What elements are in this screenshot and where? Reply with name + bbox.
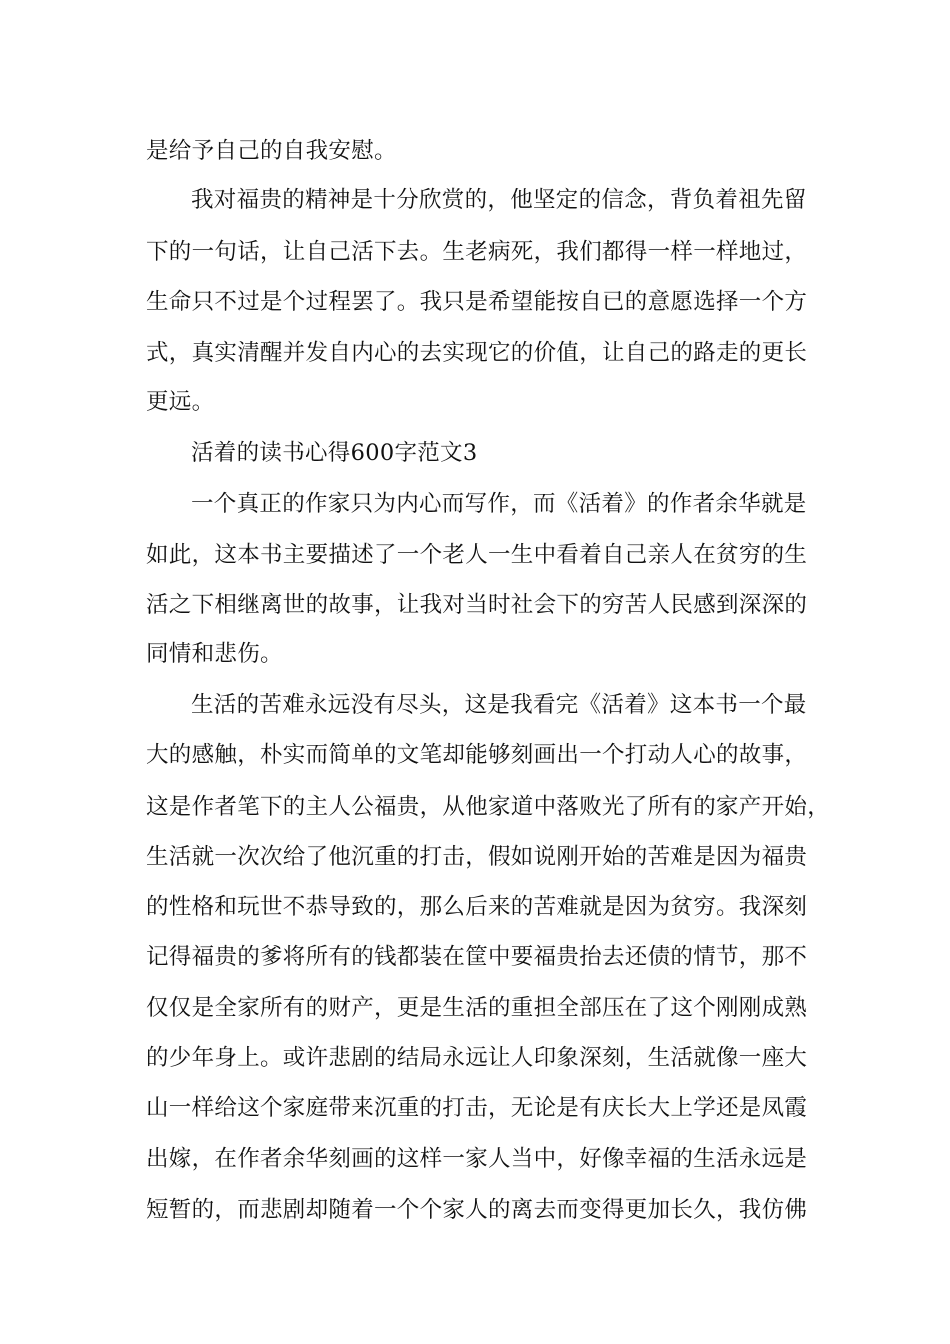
text-line: 更远。 (146, 389, 215, 415)
text-line: 是给予自己的自我安慰。 (146, 138, 397, 164)
text-line: 如此，这本书主要描述了一个老人一生中看着自己亲人在贫穷的生 (146, 542, 808, 568)
text-line: 式，真实清醒并发自内心的去实现它的价值，让自己的路走的更长 (146, 340, 808, 366)
text-line: 山一样给这个家庭带来沉重的打击，无论是有庆长大上学还是凤霞 (146, 1095, 808, 1121)
text-line: 生命只不过是个过程罢了。我只是希望能按自已的意愿选择一个方 (146, 289, 808, 315)
text-line: 仅仅是全家所有的财产，更是生活的重担全部压在了这个刚刚成熟 (146, 995, 808, 1021)
text-line: 的性格和玩世不恭导致的，那么后来的苦难就是因为贫穷。我深刻 (146, 894, 808, 920)
paragraph-start-line: 生活的苦难永远没有尽头，这是我看完《活着》这本书一个最 (191, 692, 807, 718)
text-line: 活之下相继离世的故事，让我对当时社会下的穷苦人民感到深深的 (146, 592, 808, 618)
text-line: 大的感触，朴实而简单的文笔却能够刻画出一个打动人心的故事， (146, 742, 808, 768)
text-line: 出嫁，在作者余华刻画的这样一家人当中，好像幸福的生活永远是 (146, 1146, 808, 1172)
text-line: 这是作者笔下的主人公福贵，从他家道中落败光了所有的家产开始， (146, 794, 831, 820)
text-line: 下的一句话，让自己活下去。生老病死，我们都得一样一样地过， (146, 239, 808, 265)
section-heading: 活着的读书心得600字范文3 (191, 440, 478, 466)
text-line: 生活就一次次给了他沉重的打击，假如说刚开始的苦难是因为福贵 (146, 844, 808, 870)
paragraph-start-line: 我对福贵的精神是十分欣赏的，他坚定的信念，背负着祖先留 (191, 187, 807, 213)
text-line: 短暂的，而悲剧却随着一个个家人的离去而变得更加长久，我仿佛 (146, 1197, 808, 1223)
text-line: 记得福贵的爹将所有的钱都装在筐中要福贵抬去还债的情节，那不 (146, 944, 808, 970)
paragraph-start-line: 一个真正的作家只为内心而写作，而《活着》的作者余华就是 (191, 491, 807, 517)
text-line: 的少年身上。或许悲剧的结局永远让人印象深刻，生活就像一座大 (146, 1045, 808, 1071)
text-line: 同情和悲伤。 (146, 641, 283, 667)
